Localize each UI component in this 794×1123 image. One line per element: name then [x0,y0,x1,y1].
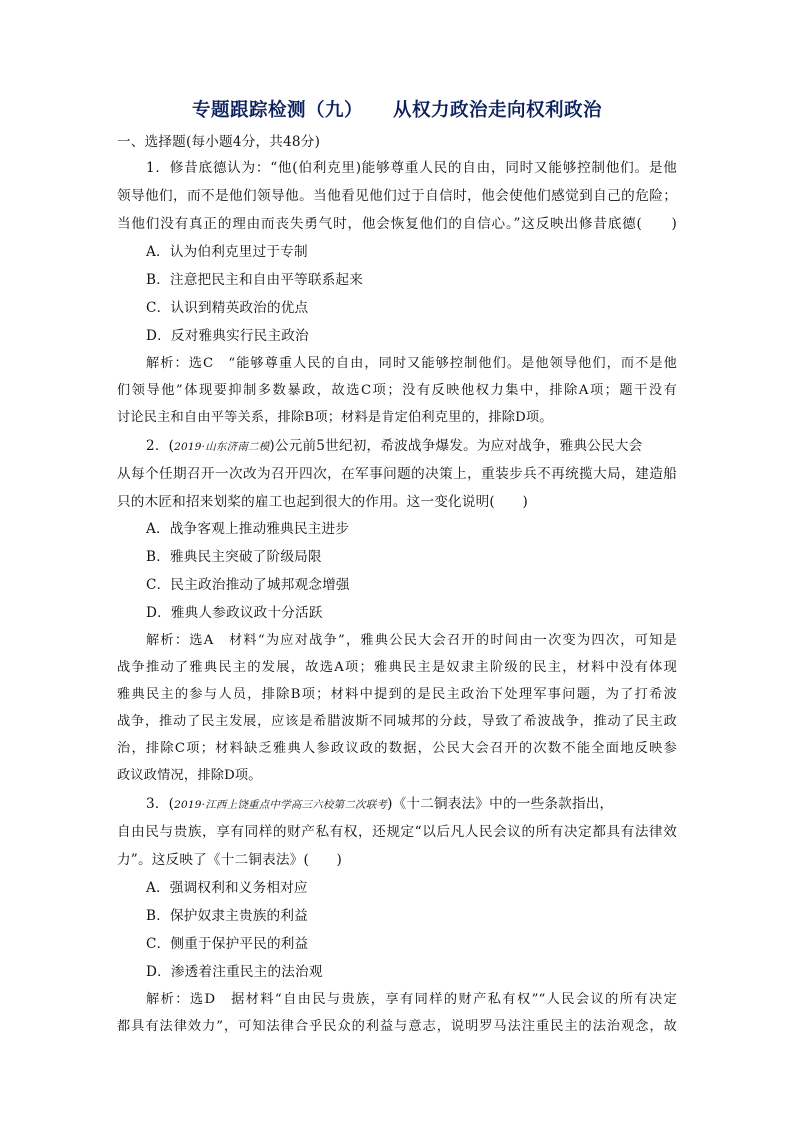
q1-analysis-line1: 解析：选C “能够尊重人民的自由，同时又能够控制他们。是他领导他们，而不是他 [146,356,677,371]
title-sub: 从权力政治走向权利政治 [393,100,603,121]
q1-option-a: A．认为伯利克里过于专制 [146,244,308,260]
q2-stem-line2: 从每个任期召开一次改为召开四次，在军事问题的决策上，重装步兵不再统揽大局，建造船 [117,466,677,482]
q2-analysis-line2: 战争推动了雅典民主的发展，故选A项；雅典民主是奴隶主阶级的民主，材料中没有体现 [117,660,677,675]
q3-option-a: A．强调权利和义务相对应 [146,880,308,896]
q1-option-b: B．注意把民主和自由平等联系起来 [146,272,364,288]
q3-stem-line1 [146,794,613,815]
q3-stem-line3: 力”。这反映了《十二铜表法》( ) [117,852,343,868]
q2-option-d: D．雅典人参政议政十分活跃 [146,605,323,621]
q2-option-c: C．民主政治推动了城邦观念增强 [146,577,350,593]
q3-analysis-line1: 解析：选D 据材料“自由民与贵族，享有同样的财产私有权”“人民会议的所有决定 [146,992,677,1007]
q2-analysis-line6: 政议政情况，排除D项。 [117,768,262,783]
section-heading: 一、选择题(每小题4分，共48分) [117,134,321,150]
title-main: 专题跟踪检测（九） [191,100,363,121]
q3-option-d: D．渗透着注重民主的法治观 [146,964,323,980]
q2-number: 2．( [146,438,175,454]
q2-analysis-line1: 解析：选A 材料“为应对战争”，雅典公民大会召开的时间由一次变为四次，可知是 [146,633,677,648]
q3-number: 3．( [146,796,175,812]
q2-stem-line3: 只的木匠和招来划桨的雇工也起到很大的作用。这一变化说明( ) [117,494,529,510]
q2-analysis-line5: 治，排除C项；材料缺乏雅典人参政议政的数据，公民大会召开的次数不能全面地反映参 [117,741,677,756]
q1-stem-line2: 领导他们，而不是他们领导他。当他看见他们过于自信时，他会使他们感觉到自己的危险； [117,188,677,204]
q2-option-b: B．雅典民主突破了阶级局限 [146,549,322,565]
q3-stem-line1-text: )《十二铜表法》中的一些条款指出， [387,796,614,812]
q1-option-c: C．认识到精英政治的优点 [146,300,309,316]
q3-source: 2019·江西上饶重点中学高三六校第二次联考 [174,799,388,811]
q3-option-c: C．侧重于保护平民的利益 [146,936,309,952]
q2-stem-line1-text: )公元前5世纪初，希波战争爆发。为应对战争，雅典公民大会 [269,438,643,454]
q3-stem-line2: 自由民与贵族，享有同样的财产私有权，还规定“以后凡人民会议的所有决定都具有法律效 [117,824,677,840]
q1-analysis-line2: 们领导他”体现要抑制多数暴政，故选C项；没有反映他权力集中，排除A项；题干没有 [117,383,677,398]
page-title [0,96,794,122]
q2-option-a: A．战争客观上推动雅典民主进步 [146,521,350,537]
q2-stem-line1 [146,436,642,457]
q1-option-d: D．反对雅典实行民主政治 [146,328,309,344]
q1-stem-line3: 当他们没有真正的理由而丧失勇气时，他会恢复他们的自信心。”这反映出修昔底德( ) [117,216,677,232]
q3-analysis-line2: 都具有法律效力”，可知法律合乎民众的利益与意志，说明罗马法注重民主的法治观念，故 [117,1019,677,1034]
q1-analysis-line3: 讨论民主和自由平等关系，排除B项；材料是肯定伯利克里的，排除D项。 [117,410,553,425]
q2-source: 2019·山东济南二模 [174,441,270,453]
q2-analysis-line4: 战争，推动了民主发展，应该是希腊波斯不同城邦的分歧，导致了希波战争，推动了民主政 [117,714,677,729]
q2-analysis-line3: 雅典民主的参与人员，排除B项；材料中提到的是民主政治下处理军事问题，为了打希波 [117,687,677,702]
q1-stem-line1: 1．修昔底德认为：“他(伯利克里)能够尊重人民的自由，同时又能够控制他们。是他 [146,160,677,176]
q3-option-b: B．保护奴隶主贵族的利益 [146,908,308,924]
